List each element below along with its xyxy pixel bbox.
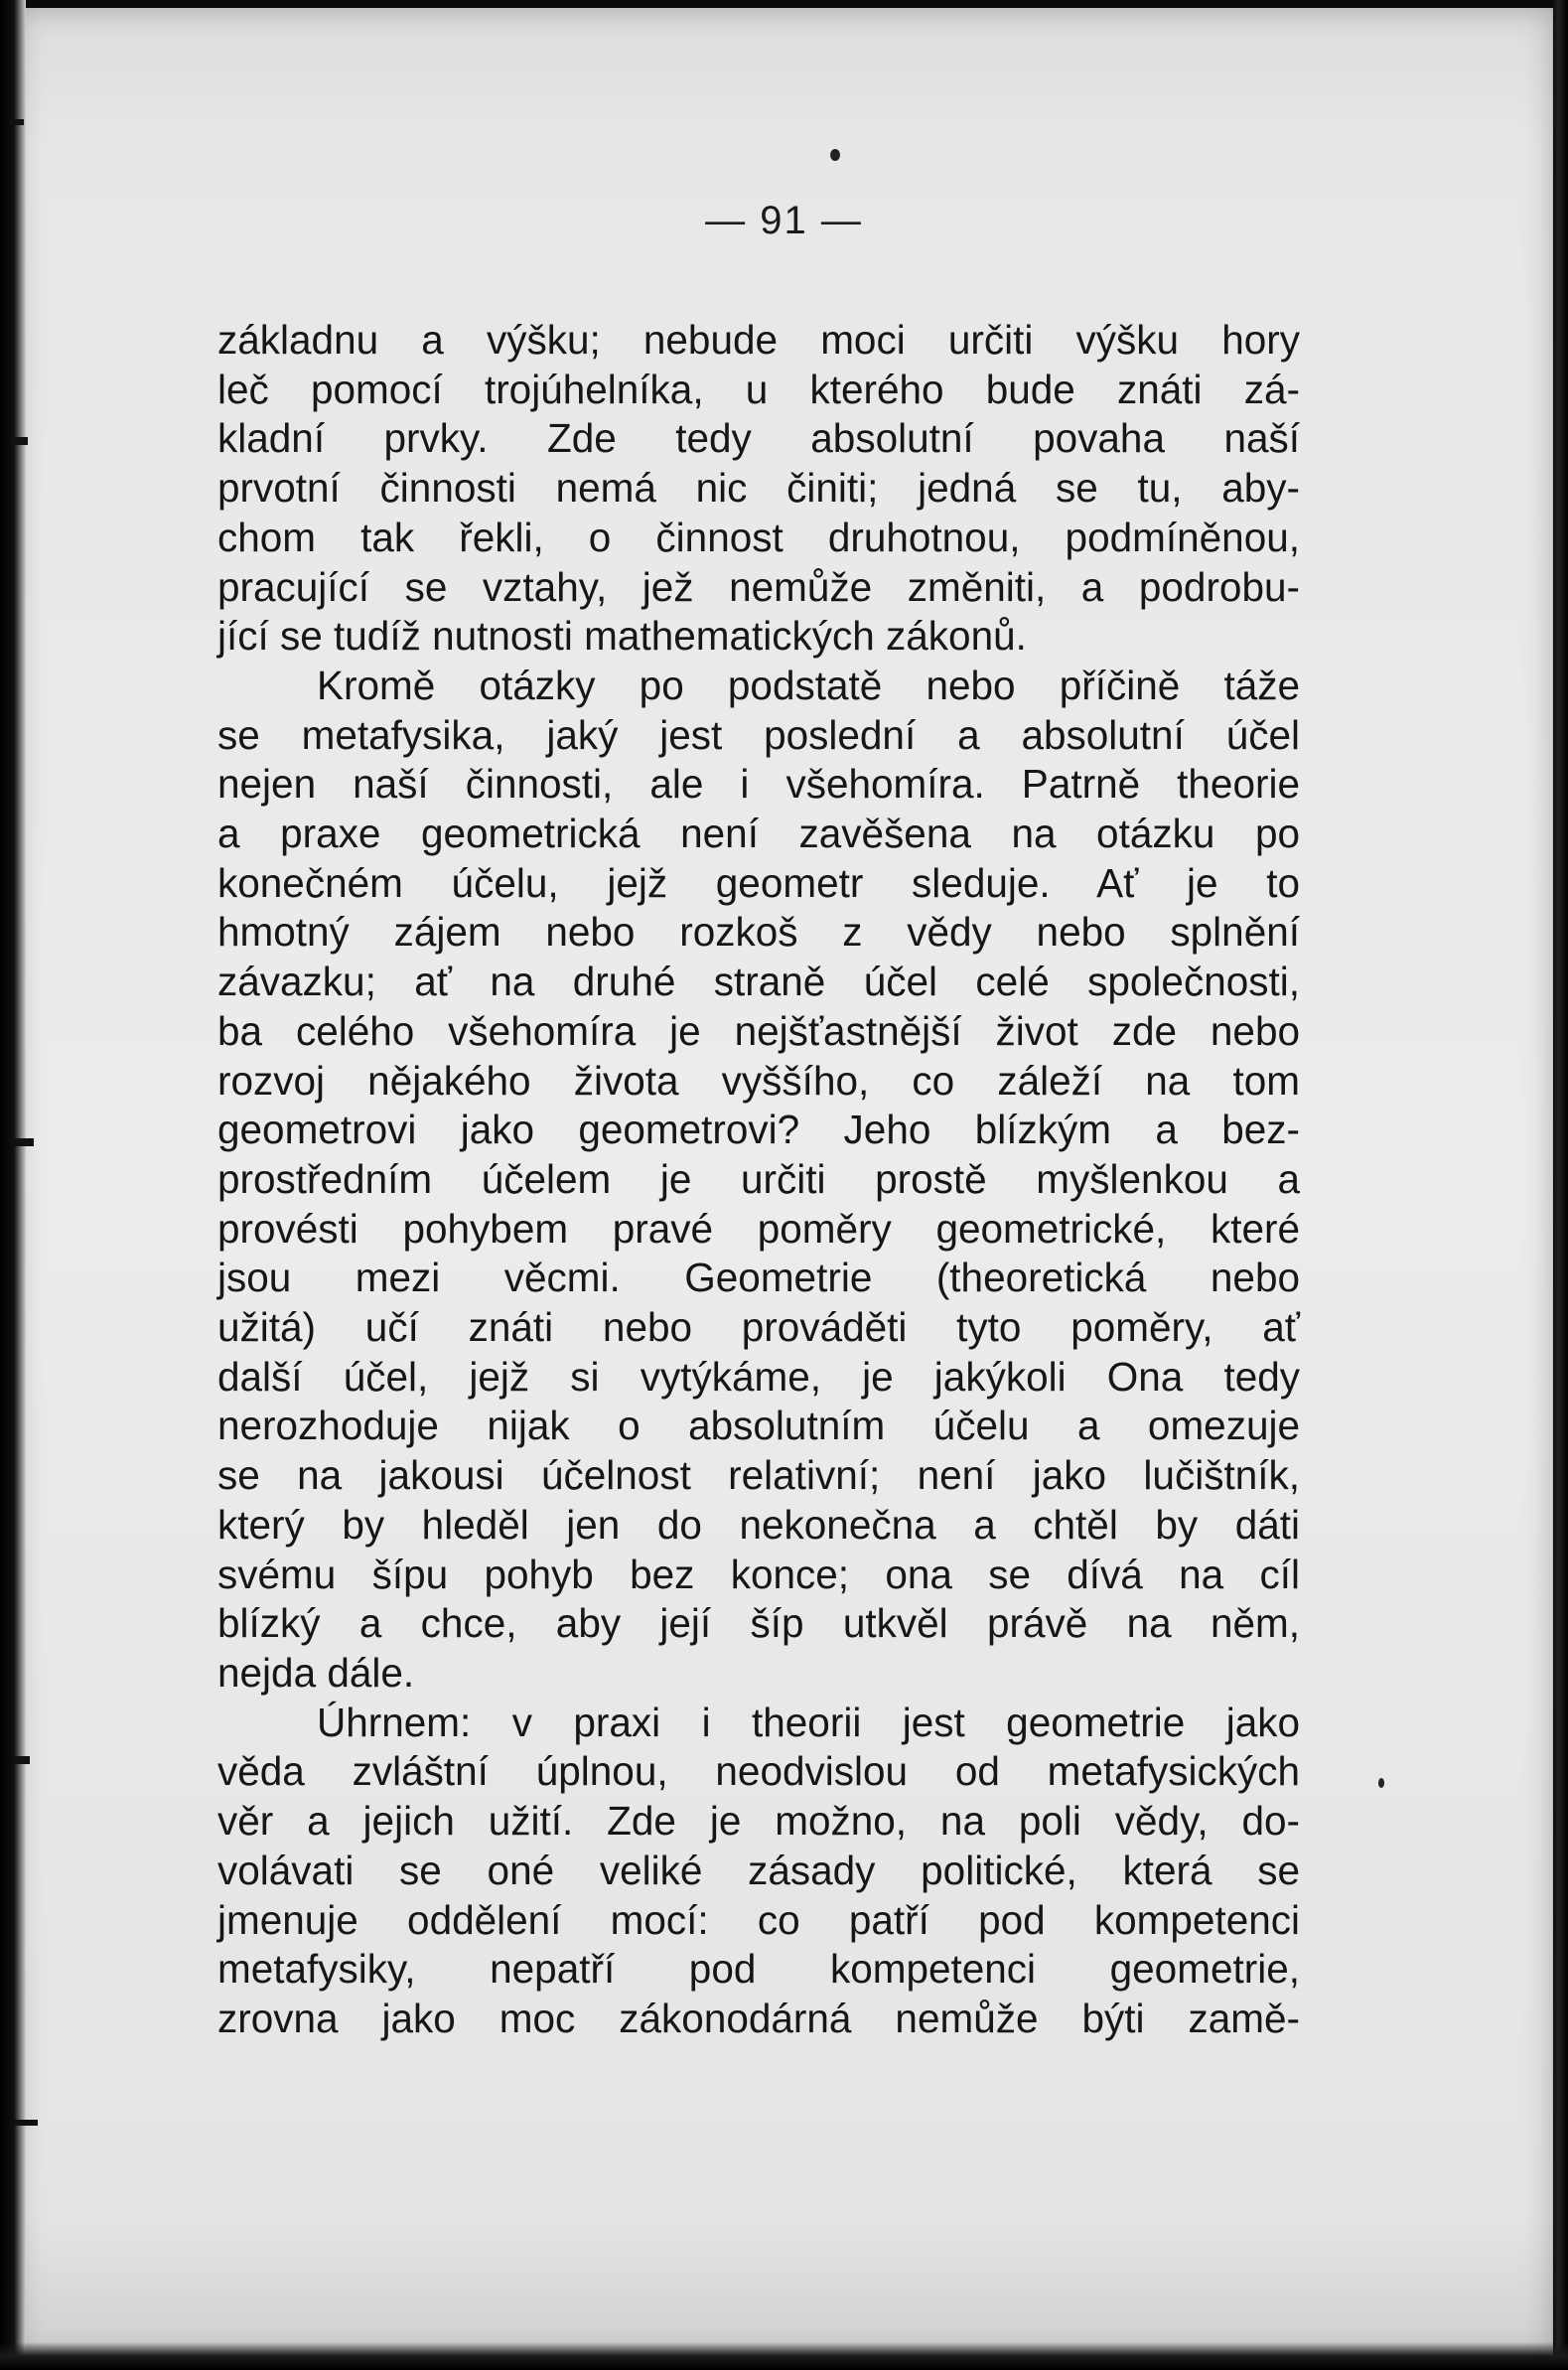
text-line: Úhrnem: v praxi i theorii jest geometrie jako [317,1699,1300,1745]
text-line: geometrovi jako geometrovi? Jeho blízkým a bez- [217,1107,1300,1153]
text-line: jmenuje oddělení mocí: co patří pod kompetenci [217,1896,1300,1943]
text-line: chom tak řekli, o činnost druhotnou, podmíněnou, [217,514,1300,560]
text-line: Kromě otázky po podstatě nebo příčině táže [317,662,1300,708]
scan-artifact-mark [14,1138,34,1146]
text-line: hmotný zájem nebo rozkoš z vědy nebo splnění [217,909,1300,956]
text-line: nejda dále. [217,1649,415,1696]
text-line: který by hleděl jen do nekonečna a chtěl by dáti [217,1501,1300,1548]
text-line: konečném účelu, jejž geometr sleduje. Ať je to [217,859,1300,906]
text-line: věda zvláštní úplnou, neodvislou od metafysických [217,1748,1300,1795]
page-left-edge-shadow [0,0,26,2370]
text-line: závazku; ať na druhé straně účel celé společnosti, [217,959,1300,1005]
text-line: svému šípu pohyb bez konce; ona se dívá na cíl [217,1551,1300,1597]
text-line: ba celého všehomíra je nejšťastnější život zde nebo [217,1007,1300,1054]
paragraph [217,662,1300,1699]
text-line: blízký a chce, aby její šíp utkvěl právě na něm, [217,1600,1300,1647]
text-line: kladní prvky. Zde tedy absolutní povaha naší [217,415,1300,462]
text-line: základnu a výšku; nebude moci určiti výšku hory [217,317,1300,363]
text-line: se na jakousi účelnost relativní; není jako lučištník, [217,1452,1300,1499]
text-line: pracující se vztahy, jež nemůže změniti, a podrobu- [217,563,1300,610]
text-line: provésti pohybem pravé poměry geometrické, které [217,1205,1300,1252]
text-line: prvotní činnosti nemá nic činiti; jedná se tu, aby- [217,465,1300,512]
text-line: prostředním účelem je určiti prostě myšlenkou a [217,1155,1300,1202]
scan-artifact-dot [1378,1778,1384,1788]
scan-artifact-mark [14,1756,30,1764]
page-bottom-edge-shadow [0,2342,1568,2370]
scan-artifact-mark [14,2120,38,2126]
scan-artifact-mark [12,437,28,445]
text-line: se metafysika, jaký jest poslední a absolutní účel [217,711,1300,758]
body-text [217,316,1300,2044]
text-line: věr a jejich užití. Zde je možno, na poli vědy, do- [217,1798,1300,1845]
text-line: nejen naší činnosti, ale i všehomíra. Patrně theorie [217,761,1300,808]
page-right-edge-shadow [1552,0,1568,2370]
text-line: jící se tudíž nutnosti mathematických zákonů. [217,613,1027,660]
paragraph [217,316,1300,662]
text-line: leč pomocí trojúhelníka, u kterého bude znáti zá- [217,366,1300,412]
scan-artifact-mark [10,119,24,125]
scan-artifact-dot [830,149,840,161]
page-number: — 91 — [705,199,863,242]
text-line: a praxe geometrická není zavěšena na otázku po [217,811,1300,857]
paragraph [217,1699,1300,2044]
text-line: zrovna jako moc zákonodárná nemůže býti zamě- [217,1995,1300,2041]
text-line: jsou mezi věcmi. Geometrie (theoretická nebo [217,1255,1300,1301]
text-line: volávati se oné veliké zásady politické, která se [217,1847,1300,1893]
text-line: metafysiky, nepatří pod kompetenci geometrie, [217,1946,1300,1993]
text-line: rozvoj nějakého života vyššího, co záleží na tom [217,1057,1300,1104]
text-line: další účel, jejž si vytýkáme, je jakýkoli Ona tedy [217,1353,1300,1400]
text-line: nerozhoduje nijak o absolutním účelu a omezuje [217,1403,1300,1449]
text-line: užitá) učí znáti nebo prováděti tyto poměry, ať [217,1304,1300,1351]
